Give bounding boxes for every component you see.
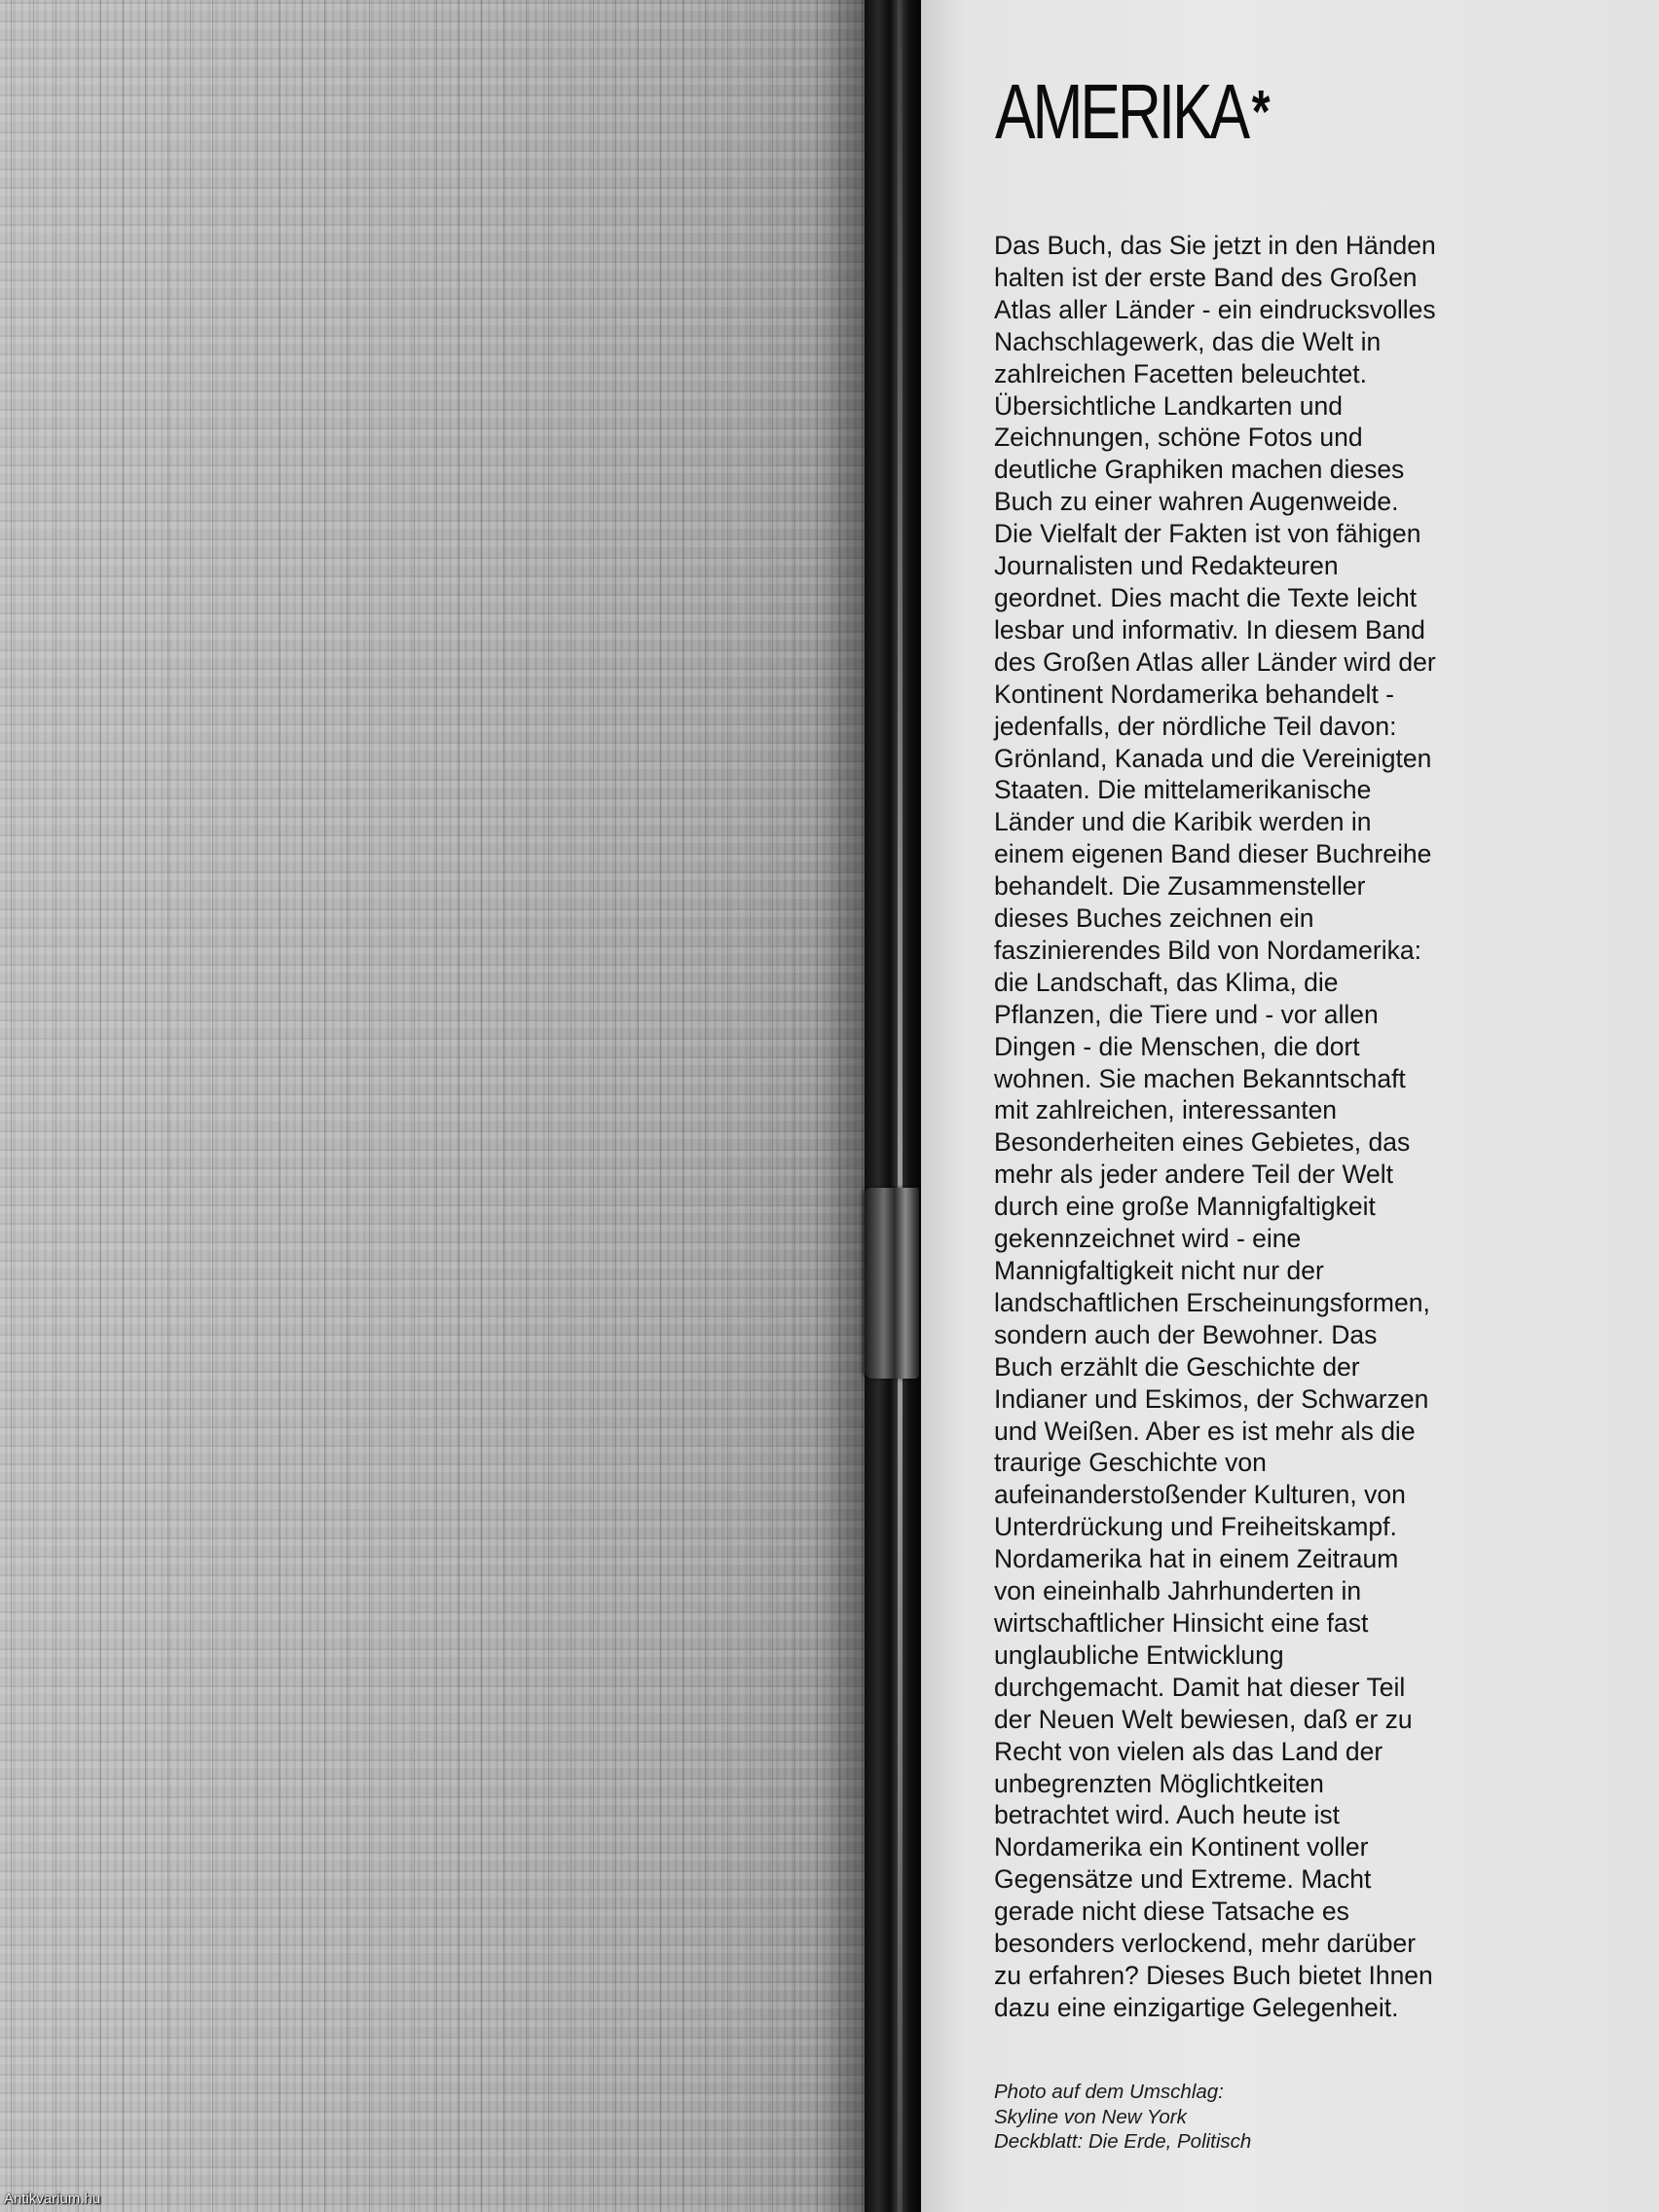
body-text-line: der Neuen Welt bewiesen, daß er zu <box>994 1704 1413 1734</box>
body-text-line: zu erfahren? Dieses Buch bietet Ihnen <box>994 1960 1433 1990</box>
gutter-shadow <box>818 0 865 2212</box>
body-text-line: mehr als jeder andere Teil der Welt <box>994 1160 1393 1190</box>
body-text-line: Zeichnungen, schöne Fotos und <box>994 423 1363 453</box>
body-text-line: gekennzeichnet wird - eine <box>994 1224 1302 1254</box>
body-text-line: Kontinent Nordamerika behandelt - <box>994 679 1394 709</box>
body-text-line: landschaftlichen Erscheinungsformen, <box>994 1287 1430 1317</box>
body-text-line: besonders verlockend, mehr darüber <box>994 1929 1417 1959</box>
body-text-line: Journalisten und Redakteuren <box>994 551 1339 581</box>
body-paragraph <box>994 230 1617 2024</box>
body-text-line: zahlreichen Facetten beleuchtet. <box>994 358 1368 388</box>
cover-caption <box>994 2080 1617 2155</box>
body-text-line: sondern auch der Bewohner. Das <box>994 1319 1378 1349</box>
body-text-line: unglaubliche Entwicklung <box>994 1640 1284 1670</box>
page-title <box>995 68 1271 157</box>
body-text-line: Atlas aller Länder - ein eindrucksvolles <box>994 294 1436 324</box>
body-text-line: Gegensätze und Extreme. Macht <box>994 1864 1372 1895</box>
body-text-line: Pflanzen, die Tiere und - vor allen <box>994 999 1379 1029</box>
body-text-line: Übersichtliche Landkarten und <box>994 390 1343 421</box>
body-text-line: aufeinanderstoßender Kulturen, von <box>994 1480 1406 1510</box>
body-text-line: wirtschaftlicher Hinsicht eine fast <box>994 1607 1369 1638</box>
body-text-line: Nordamerika hat in einem Zeitraum <box>994 1544 1399 1574</box>
body-text-line: die Landschaft, das Klima, die <box>994 967 1339 997</box>
body-text-line: Buch zu einer wahren Augenweide. <box>994 487 1399 517</box>
body-text-line: gerade nicht diese Tatsache es <box>994 1897 1349 1927</box>
body-text-line: Grönland, Kanada und die Vereinigten <box>994 743 1432 773</box>
body-text-line: Recht von vielen als das Land der <box>994 1736 1383 1766</box>
body-text-line: lesbar und informativ. In diesem Band <box>994 614 1425 645</box>
title-asterisk: * <box>1251 79 1271 146</box>
body-text-line: wohnen. Sie machen Bekanntschaft <box>994 1063 1406 1093</box>
body-text-line: behandelt. Die Zusammensteller <box>994 871 1366 902</box>
body-text-line: traurige Geschichte von <box>994 1448 1267 1478</box>
body-text-line: dazu eine einzigartige Gelegenheit. <box>994 1992 1399 2022</box>
body-text-line: Nordamerika ein Kontinent voller <box>994 1832 1369 1862</box>
body-text-line: durch eine große Mannigfaltigkeit <box>994 1192 1376 1222</box>
body-text-line: und Weißen. Aber es ist mehr als die <box>994 1416 1416 1446</box>
book-spine <box>865 0 921 2212</box>
body-text-line: betrachtet wird. Auch heute ist <box>994 1800 1341 1830</box>
spine-highlight <box>898 0 903 2212</box>
body-text-line: faszinierendes Bild von Nordamerika: <box>994 935 1421 965</box>
body-text-line: halten ist der erste Band des Großen <box>994 262 1418 292</box>
body-text-line: geordnet. Dies macht die Texte leicht <box>994 582 1418 612</box>
body-text-line: Mannigfaltigkeit nicht nur der <box>994 1256 1324 1285</box>
caption-line: Deckblatt: Die Erde, Politisch <box>994 2130 1252 2153</box>
body-text-line: Indianer und Eskimos, der Schwarzen <box>994 1383 1429 1414</box>
torn-binding-tab <box>865 1188 919 1379</box>
body-text-line: Dingen - die Menschen, die dort <box>994 1031 1360 1061</box>
watermark: Antikvarium.hu <box>4 2191 101 2207</box>
body-text-line: Besonderheiten eines Gebietes, das <box>994 1127 1411 1158</box>
body-text-line: durchgemacht. Damit hat dieser Teil <box>994 1672 1406 1702</box>
caption-line: Photo auf dem Umschlag: <box>994 2081 1224 2103</box>
body-text-line: Staaten. Die mittelamerikanische <box>994 775 1372 805</box>
body-text-line: mit zahlreichen, interessanten <box>994 1095 1338 1125</box>
body-text-line: einem eigenen Band dieser Buchreihe <box>994 839 1432 869</box>
body-text-line: unbegrenzten Möglichtkeiten <box>994 1768 1324 1798</box>
body-text-line: dieses Buches zeichnen ein <box>994 903 1314 934</box>
caption-line: Skyline von New York <box>994 2105 1187 2128</box>
body-text-line: des Großen Atlas aller Länder wird der <box>994 646 1436 677</box>
body-text-line: Unterdrückung und Freiheitskampf. <box>994 1512 1397 1542</box>
body-text-line: jedenfalls, der nördliche Teil davon: <box>994 711 1397 741</box>
body-text-line: von eineinhalb Jahrhunderten in <box>994 1576 1362 1606</box>
body-text-line: Die Vielfalt der Fakten ist von fähigen <box>994 519 1421 549</box>
body-text-line: Länder und die Karibik werden in <box>994 807 1372 837</box>
body-text-line: Buch erzählt die Geschichte der <box>994 1351 1360 1382</box>
body-text-line: Das Buch, das Sie jetzt in den Händen <box>994 231 1436 260</box>
title-text: AMERIKA <box>995 68 1248 155</box>
body-text-line: deutliche Graphiken machen dieses <box>994 455 1405 485</box>
body-text-line: Nachschlagewerk, das die Welt in <box>994 326 1382 356</box>
